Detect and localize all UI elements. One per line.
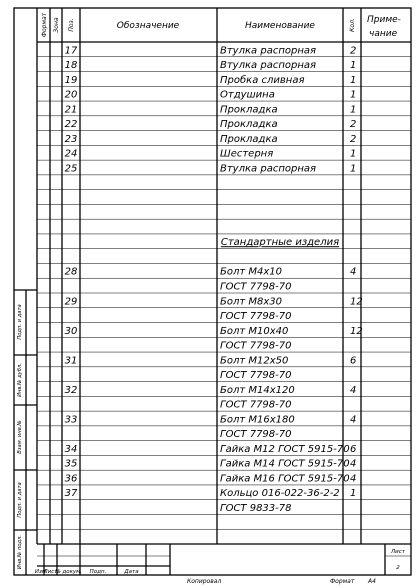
table-row bbox=[65, 149, 357, 160]
row-position: 33 bbox=[64, 414, 78, 426]
section-heading: Стандартные изделия bbox=[220, 237, 340, 249]
table-row bbox=[65, 414, 357, 425]
row-position: 28 bbox=[64, 266, 78, 278]
row-quantity: 1 bbox=[350, 163, 357, 175]
row-position: 20 bbox=[64, 89, 78, 101]
row-position: 32 bbox=[64, 384, 78, 396]
row-quantity: 1 bbox=[350, 89, 357, 101]
row-name: Болт М10х40 bbox=[220, 325, 289, 337]
header-designation: Обозначение bbox=[116, 21, 180, 31]
row-quantity: 12 bbox=[350, 296, 363, 308]
row-name: Втулка распорная bbox=[220, 45, 317, 57]
side-label-dup-inv: Инв.№ дубл. bbox=[17, 363, 23, 397]
table-row bbox=[65, 296, 363, 307]
side-label-sign-date-2: Подп. и дата bbox=[17, 482, 23, 518]
row-position: 25 bbox=[64, 163, 78, 175]
table-row bbox=[65, 326, 363, 337]
header-pos: Поз. bbox=[68, 18, 75, 32]
header-format: Формат bbox=[41, 12, 48, 38]
table-row bbox=[220, 503, 292, 514]
row-name: Болт М8х30 bbox=[220, 296, 283, 308]
row-quantity: 2 bbox=[350, 133, 357, 145]
table-row bbox=[65, 355, 357, 366]
title-sign: Подп. bbox=[89, 569, 107, 575]
row-name: Кольцо 016-022-36-2-2 bbox=[220, 488, 340, 500]
table-row bbox=[220, 370, 292, 381]
row-position: 35 bbox=[64, 458, 78, 470]
row-position: 18 bbox=[64, 60, 78, 72]
row-quantity: 1 bbox=[350, 74, 357, 86]
row-name: Прокладка bbox=[220, 104, 278, 116]
table-row bbox=[220, 311, 292, 322]
header-name: Наименование bbox=[245, 21, 315, 31]
row-position: 23 bbox=[64, 133, 78, 145]
row-position: 17 bbox=[64, 45, 78, 57]
row-name: Прокладка bbox=[220, 119, 278, 131]
row-name: ГОСТ 7798-70 bbox=[220, 399, 292, 411]
row-quantity: 1 bbox=[350, 104, 357, 116]
title-sheet-label: Лист bbox=[391, 549, 405, 555]
row-name: Шестерня bbox=[220, 148, 274, 160]
table-row bbox=[220, 341, 292, 352]
table-row bbox=[65, 104, 357, 115]
row-position: 29 bbox=[64, 296, 78, 308]
row-name: ГОСТ 7798-70 bbox=[220, 311, 292, 323]
row-name: ГОСТ 7798-70 bbox=[220, 281, 292, 293]
row-quantity: 2 bbox=[350, 45, 357, 57]
row-quantity: 4 bbox=[350, 414, 357, 426]
row-name: Отдушина bbox=[220, 89, 275, 101]
table-row bbox=[65, 90, 357, 101]
table-row bbox=[65, 60, 357, 71]
table-row bbox=[65, 45, 357, 56]
row-name: Втулка распорная bbox=[220, 163, 317, 175]
title-block bbox=[35, 544, 411, 575]
row-quantity: 6 bbox=[350, 443, 357, 455]
table-row bbox=[220, 400, 292, 411]
header-note-line2: чание bbox=[369, 29, 398, 39]
side-label-orig-inv: Инв.№ подл. bbox=[17, 534, 23, 570]
row-quantity: 4 bbox=[350, 266, 357, 278]
row-position: 34 bbox=[64, 443, 78, 455]
table-row bbox=[220, 429, 292, 440]
row-quantity: 1 bbox=[350, 488, 357, 500]
title-doc-no: № докум. bbox=[54, 569, 83, 575]
footer-copied: Копировал bbox=[187, 578, 222, 585]
footer-format-value: А4 bbox=[368, 578, 376, 585]
row-quantity: 1 bbox=[350, 148, 357, 160]
table-row bbox=[65, 119, 357, 130]
header-zone: Зона bbox=[53, 17, 60, 33]
row-position: 36 bbox=[64, 473, 78, 485]
side-label-repl-inv: Взам. инв.№ bbox=[17, 420, 23, 454]
row-name: ГОСТ 7798-70 bbox=[220, 340, 292, 352]
table-header bbox=[41, 12, 401, 39]
table-row bbox=[65, 385, 357, 396]
table-row bbox=[65, 134, 357, 145]
row-quantity: 1 bbox=[350, 60, 357, 72]
row-name: Гайка М12 ГОСТ 5915-70 bbox=[220, 443, 350, 455]
row-position: 21 bbox=[64, 104, 78, 116]
row-name: Прокладка bbox=[220, 133, 278, 145]
row-name: Пробка сливная bbox=[220, 74, 305, 86]
row-position: 31 bbox=[64, 355, 78, 367]
side-strip bbox=[14, 290, 37, 575]
row-quantity: 2 bbox=[350, 119, 357, 131]
title-sheet-number: 2 bbox=[396, 565, 400, 571]
table-row bbox=[221, 237, 339, 248]
table-row bbox=[65, 267, 357, 278]
row-quantity: 6 bbox=[350, 355, 357, 367]
table-row bbox=[65, 74, 357, 86]
title-izm: Изм bbox=[34, 569, 47, 575]
table-row bbox=[65, 444, 357, 455]
row-quantity: 4 bbox=[350, 458, 357, 470]
header-qty: Кол. bbox=[349, 18, 356, 32]
row-quantity: 4 bbox=[350, 473, 357, 485]
side-label-sign-date-1: Подп. и дата bbox=[17, 304, 23, 340]
header-note-line1: Приме- bbox=[367, 15, 401, 25]
row-position: 30 bbox=[64, 325, 78, 337]
row-name: ГОСТ 7798-70 bbox=[220, 370, 292, 382]
row-position: 22 bbox=[64, 119, 78, 131]
title-date: Дата bbox=[124, 569, 139, 575]
table-row bbox=[65, 163, 357, 174]
row-position: 19 bbox=[64, 74, 78, 86]
row-position: 24 bbox=[64, 148, 78, 160]
row-name: Гайка М14 ГОСТ 5915-70 bbox=[220, 458, 350, 470]
table-body bbox=[65, 45, 363, 514]
table-row bbox=[65, 488, 357, 499]
table-row bbox=[65, 459, 357, 470]
row-name: Болт М16х180 bbox=[220, 414, 295, 426]
row-name: ГОСТ 9833-78 bbox=[220, 502, 292, 514]
row-name: Болт М12х50 bbox=[220, 355, 289, 367]
table-row bbox=[65, 473, 357, 484]
row-name: Болт М14х120 bbox=[220, 384, 295, 396]
row-name: ГОСТ 7798-70 bbox=[220, 429, 292, 441]
title-list: Лист bbox=[43, 569, 58, 575]
row-quantity: 12 bbox=[350, 325, 363, 337]
row-position: 37 bbox=[64, 488, 78, 500]
row-name: Втулка распорная bbox=[220, 60, 317, 72]
table-row bbox=[220, 282, 292, 293]
footer-format-label: Формат bbox=[330, 578, 355, 585]
row-name: Гайка М16 ГОСТ 5915-70 bbox=[220, 473, 350, 485]
footer bbox=[187, 578, 376, 585]
row-quantity: 4 bbox=[350, 384, 357, 396]
row-name: Болт М4х10 bbox=[220, 266, 283, 278]
